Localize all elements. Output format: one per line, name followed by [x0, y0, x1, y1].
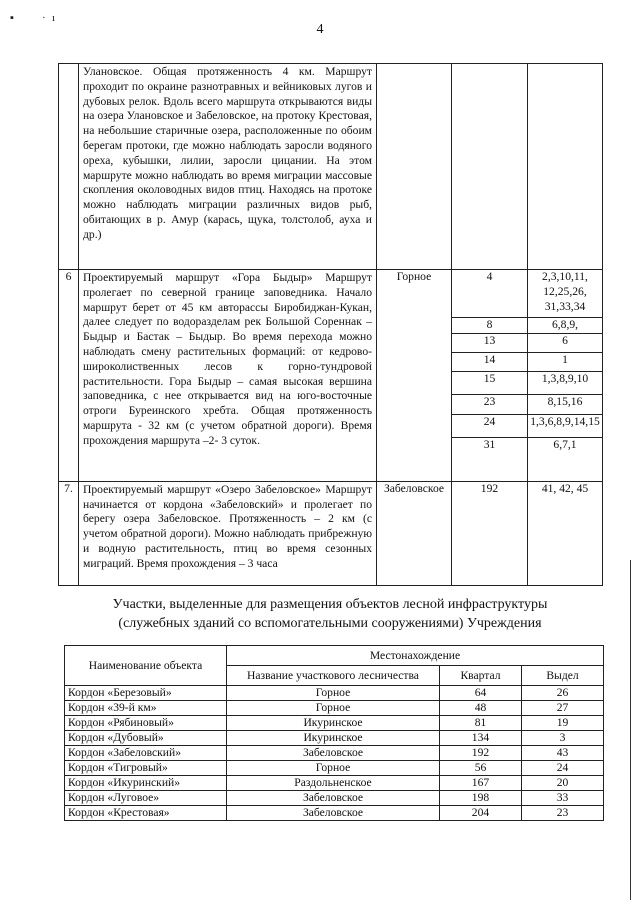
table-row	[65, 791, 604, 806]
table-row	[59, 64, 603, 270]
header-kvartal: Квартал	[440, 666, 522, 686]
table-row	[65, 776, 604, 791]
route-description: Улановское. Общая протяженность 4 км. Маршрут проходит по окраине разнотравных и вейниковых лугов и дубовых релок. Вдоль всего маршрута открываются виды на озера Улановское и Забеловское, на протоку Крестовая, на небольшие старичные озера, расположенные по обоим берегам протоки, где можно наблюдать заросли водяного ореха, кубышки, лилии, заросли цицании. На этом маршруте можно наблюдать во время миграции массовые скопления околоводных видов птиц. Находясь на протоке можно наблюдать миграции различных видов рыб, обитающих в р. Амур (карась, щука, толстолоб, ауха и др.)	[79, 64, 377, 270]
kvartal-value: 81	[440, 716, 522, 731]
forestry-cell: Забеловское	[377, 481, 452, 585]
vydel-cell: 1	[528, 352, 603, 371]
row-number: 7.	[59, 481, 79, 585]
route-6-rows	[59, 270, 603, 482]
kvartal-cell: 8	[452, 318, 528, 334]
heading-line: Участки, выделенные для размещения объектов лесной инфраструктуры	[112, 597, 548, 612]
vydel-value: 33	[522, 791, 604, 806]
vydel-value: 27	[522, 701, 604, 716]
kvartal-cell	[452, 64, 528, 270]
kvartal-value: 56	[440, 761, 522, 776]
object-name: Кордон «Луговое»	[65, 791, 227, 806]
scan-edge	[630, 560, 631, 900]
object-name: Кордон «Икуринский»	[65, 776, 227, 791]
infrastructure-table	[64, 645, 604, 821]
vydel-cell: 2,3,10,11, 12,25,26, 31,33,34	[528, 270, 603, 318]
vydel-value: 23	[522, 806, 604, 821]
header-location: Местонахождение	[227, 646, 604, 666]
kvartal-cell: 13	[452, 333, 528, 352]
forestry-name: Горное	[227, 686, 440, 701]
kvartal-cell: 4	[452, 270, 528, 318]
kvartal-value: 48	[440, 701, 522, 716]
vydel-value: 26	[522, 686, 604, 701]
route-description: Проектируемый маршрут «Озеро Забеловское» Маршрут начинается от кордона «Забеловский» и пролегает по берегу озера Забеловское. Протяженность – 2 км (с учетом обратной дороги). Можно наблюдать прибрежную и водную растительность, птиц во время сезонных миграций. Время прохождения – 3 часа	[79, 481, 377, 585]
vydel-cell: 6,8,9,	[528, 318, 603, 334]
vydel-cell: 6,7,1	[528, 437, 603, 481]
kvartal-cell: 14	[452, 352, 528, 371]
route-description: Проектируемый маршрут «Гора Быдыр» Маршрут пролегает по северной границе заповедника. Начало маршрут берет от 45 км авторассы Биробиджан-Кукан, далее следует по водоразделам рек Большой Сореннак – Быдыр и Бастак – Быдыр. Во время перехода можно наблюдать смену растительных формаций: от кедрово-широколиственных лесов к горно-тундровой растительности. Гора Быдыр – самая высокая вершина заповедника, с нее открывается вид на юго-восточные отроги Буреинского хребта. Общая протяженность маршрута - 32 км (с учетом обратной дороги). Время прохождения маршрута –2- 3 суток.	[79, 270, 377, 482]
heading-line: (служебных зданий со вспомогательными сооружениями) Учреждения	[118, 616, 542, 631]
vydel-value: 43	[522, 746, 604, 761]
object-name: Кордон «Рябиновый»	[65, 716, 227, 731]
kvartal-value: 134	[440, 731, 522, 746]
scan-speck: ı	[52, 12, 56, 24]
kvartal-cell: 192	[452, 481, 528, 585]
vydel-value: 24	[522, 761, 604, 776]
kvartal-value: 198	[440, 791, 522, 806]
routes-table	[58, 63, 603, 586]
forestry-name: Забеловское	[227, 806, 440, 821]
kvartal-value: 204	[440, 806, 522, 821]
kvartal-value: 64	[440, 686, 522, 701]
object-name: Кордон «Тигровый»	[65, 761, 227, 776]
object-name: Кордон «39-й км»	[65, 701, 227, 716]
object-name: Кордон «Крестовая»	[65, 806, 227, 821]
vydel-cell	[528, 64, 603, 270]
table-row	[65, 686, 604, 701]
table-row	[59, 481, 603, 585]
table-row	[65, 746, 604, 761]
vydel-cell: 41, 42, 45	[528, 481, 603, 585]
forestry-name: Горное	[227, 761, 440, 776]
vydel-value: 20	[522, 776, 604, 791]
table-row	[65, 761, 604, 776]
object-name: Кордон «Березовый»	[65, 686, 227, 701]
table-row	[65, 701, 604, 716]
forestry-name: Икуринское	[227, 716, 440, 731]
forestry-cell	[377, 64, 452, 270]
vydel-cell: 1,3,8,9,10	[528, 371, 603, 394]
table-row	[65, 731, 604, 746]
object-name: Кордон «Забеловский»	[65, 746, 227, 761]
kvartal-cell: 23	[452, 394, 528, 414]
forestry-name: Горное	[227, 701, 440, 716]
section-heading	[40, 595, 620, 633]
forestry-cell: Горное	[377, 270, 452, 482]
vydel-value: 19	[522, 716, 604, 731]
forestry-name: Забеловское	[227, 746, 440, 761]
kvartal-cell: 24	[452, 414, 528, 437]
row-number	[59, 64, 79, 270]
page-number: 4	[316, 22, 324, 37]
vydel-cell: 1,3,6,8,9,14,15	[528, 414, 603, 437]
object-name: Кордон «Дубовый»	[65, 731, 227, 746]
table-row	[65, 716, 604, 731]
vydel-cell: 8,15,16	[528, 394, 603, 414]
table-row	[59, 270, 603, 318]
kvartal-value: 192	[440, 746, 522, 761]
header-vydel: Выдел	[522, 666, 604, 686]
scan-speck: ·	[42, 12, 46, 24]
vydel-cell: 6	[528, 333, 603, 352]
row-number: 6	[59, 270, 79, 482]
forestry-name: Икуринское	[227, 731, 440, 746]
kvartal-value: 167	[440, 776, 522, 791]
forestry-name: Забеловское	[227, 791, 440, 806]
kvartal-cell: 15	[452, 371, 528, 394]
header-name: Наименование объекта	[65, 646, 227, 686]
table-row	[65, 806, 604, 821]
vydel-value: 3	[522, 731, 604, 746]
kvartal-cell: 31	[452, 437, 528, 481]
route-7-rows	[59, 481, 603, 585]
header-forestry: Название участкового лесничества	[227, 666, 440, 686]
scan-speck: ▪	[10, 12, 14, 24]
forestry-name: Раздольненское	[227, 776, 440, 791]
